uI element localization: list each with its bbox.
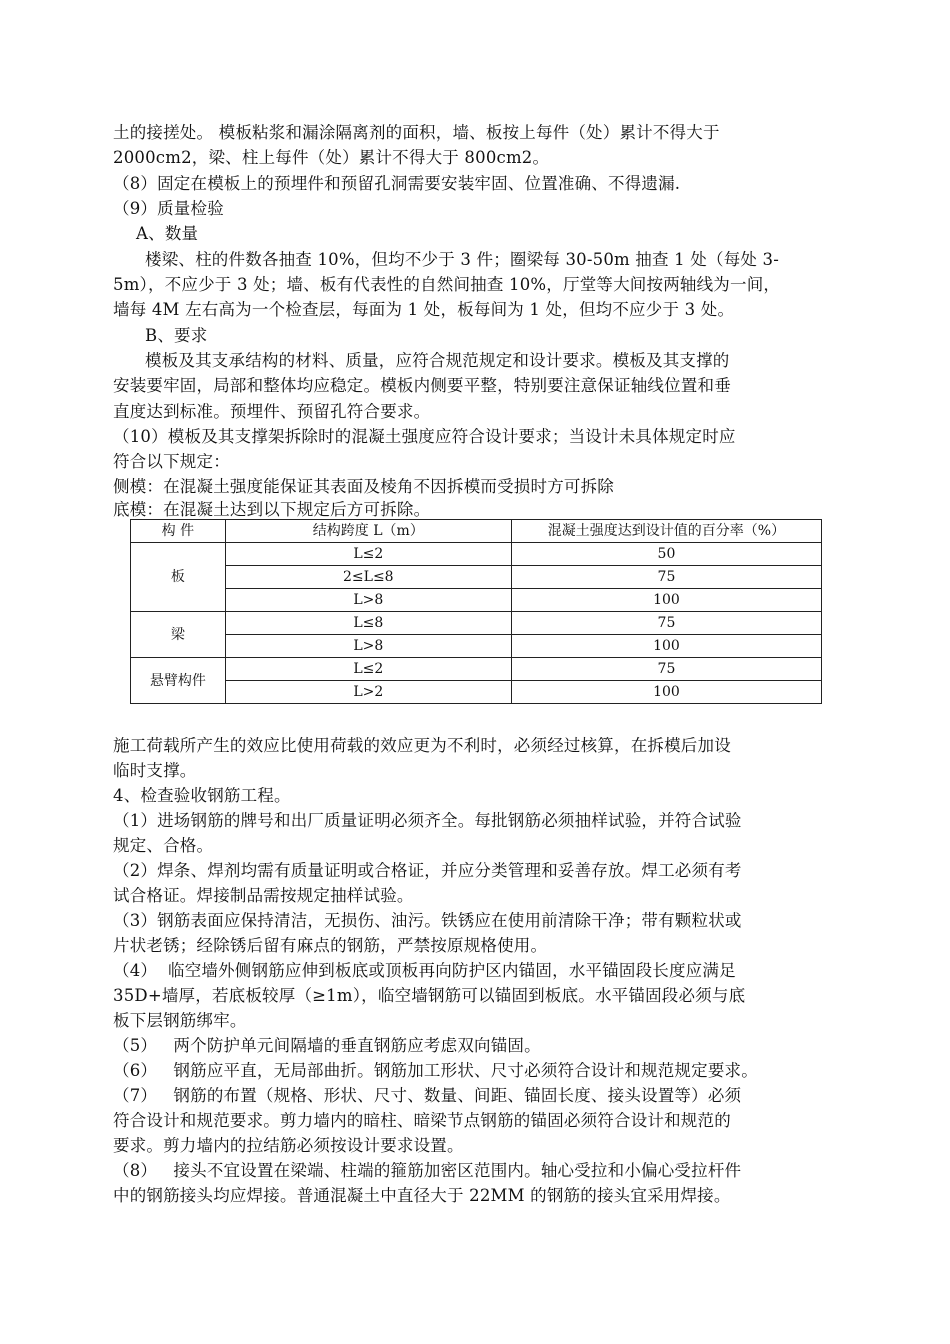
table-row [131,566,822,589]
text-line: 施工荷载所产生的效应比使用荷载的效应更为不利时，必须经过核算，在拆模后加设 [113,736,731,755]
text-line: 试合格证。焊接制品需按规定抽样试验。 [113,886,414,905]
text-line: 墙每 4M 左右高为一个检查层，每面为 1 处，板每间为 1 处，但均不应少于 3 处。 [113,300,735,319]
text-line: 要求。剪力墙内的拉结筋必须按设计要求设置。 [113,1136,464,1155]
table-row [131,635,822,658]
text-line: 底模：在混凝土达到以下规定后方可拆除。 [113,500,431,519]
component-cell: 板 [131,543,226,612]
text-line: B、要求 [145,326,208,345]
percent-cell: 50 [511,543,821,566]
text-line: （1）进场钢筋的牌号和出厂质量证明必须齐全。每批钢筋必须抽样试验，并符合试验 [113,811,742,830]
text-line: 楼梁、柱的件数各抽查 10%，但均不少于 3 件；圈梁每 30-50m 抽查 1 处（每处 3- [145,250,780,269]
percent-cell: 75 [511,658,821,681]
percent-cell: 100 [511,635,821,658]
text-line: 片状老锈；经除锈后留有麻点的钢筋，严禁按原规格使用。 [113,936,548,955]
text-line: A、数量 [136,224,199,243]
text-line: 直度达到标准。预埋件、预留孔符合要求。 [113,402,431,421]
text-line: （5） 两个防护单元间隔墙的垂直钢筋应考虑双向锚固。 [113,1036,541,1055]
table-row [131,612,822,635]
percent-cell: 100 [511,681,821,704]
text-line: 2000cm2，梁、柱上每件（处）累计不得大于 800cm2。 [113,148,550,167]
text-line: 安装要牢固，局部和整体均应稳定。模板内侧要平整，特别要注意保证轴线位置和垂 [113,376,731,395]
text-line: （8） 接头不宜设置在梁端、柱端的箍筋加密区范围内。轴心受拉和小偏心受拉杆件 [113,1161,742,1180]
percent-cell: 100 [511,589,821,612]
span-cell: L≤2 [225,658,511,681]
span-cell: L>8 [225,635,511,658]
text-line: （6） 钢筋应平直，无局部曲折。钢筋加工形状、尺寸必须符合设计和规范规定要求。 [113,1061,758,1080]
text-line: 模板及其支承结构的材料、质量，应符合规范规定和设计要求。模板及其支撑的 [145,351,730,370]
table-header-cell: 混凝土强度达到设计值的百分率（%） [511,520,821,543]
span-cell: 2≤L≤8 [225,566,511,589]
text-line: （3）钢筋表面应保持清洁，无损伤、油污。铁锈应在使用前清除干净；带有颗粒状或 [113,911,742,930]
text-line: （8）固定在模板上的预埋件和预留孔洞需要安装牢固、位置准确、不得遗漏. [113,174,681,193]
text-line: （7） 钢筋的布置（规格、形状、尺寸、数量、间距、锚固长度、接头设置等）必须 [113,1086,742,1105]
table-row [131,543,822,566]
text-line: 板下层钢筋绑牢。 [113,1011,247,1030]
component-cell: 梁 [131,612,226,658]
span-cell: L>2 [225,681,511,704]
table-header-row [131,520,822,543]
text-line: 符合以下规定： [113,452,230,471]
text-line: （9）质量检验 [113,199,224,218]
table-row [131,681,822,704]
text-line: 中的钢筋接头均应焊接。普通混凝土中直径大于 22MM 的钢筋的接头宜采用焊接。 [113,1186,731,1205]
table-header-cell: 构 件 [131,520,226,543]
table-header-cell: 结构跨度 L（m） [225,520,511,543]
text-line: 侧模：在混凝土强度能保证其表面及棱角不因拆模而受损时方可拆除 [113,477,614,496]
table-row [131,658,822,681]
percent-cell: 75 [511,612,821,635]
formwork-removal-table [130,519,822,704]
text-line: 符合设计和规范要求。剪力墙内的暗柱、暗梁节点钢筋的锚固必须符合设计和规范的 [113,1111,731,1130]
text-line: 4、检查验收钢筋工程。 [113,786,291,805]
text-line: 临时支撑。 [113,761,197,780]
span-cell: L>8 [225,589,511,612]
text-line: 规定、合格。 [113,836,214,855]
span-cell: L≤8 [225,612,511,635]
text-line: （2）焊条、焊剂均需有质量证明或合格证，并应分类管理和妥善存放。焊工必须有考 [113,861,742,880]
component-cell: 悬臂构件 [131,658,226,704]
table-row [131,589,822,612]
text-line: （10）模板及其支撑架拆除时的混凝土强度应符合设计要求；当设计未具体规定时应 [113,427,736,446]
text-line: 5m），不应少于 3 处；墙、板有代表性的自然间抽查 10%，厅堂等大间按两轴线为一间， [113,275,781,294]
span-cell: L≤2 [225,543,511,566]
text-line: （4） 临空墙外侧钢筋应伸到板底或顶板再向防护区内锚固，水平锚固段长度应满足 [113,961,736,980]
text-line: 土的接搓处。 模板粘浆和漏涂隔离剂的面积，墙、板按上每件（处）累计不得大于 [113,123,720,142]
text-line: 35D+墙厚，若底板较厚（≥1m），临空墙钢筋可以锚固到板底。水平锚固段必须与底 [113,986,746,1005]
percent-cell: 75 [511,566,821,589]
